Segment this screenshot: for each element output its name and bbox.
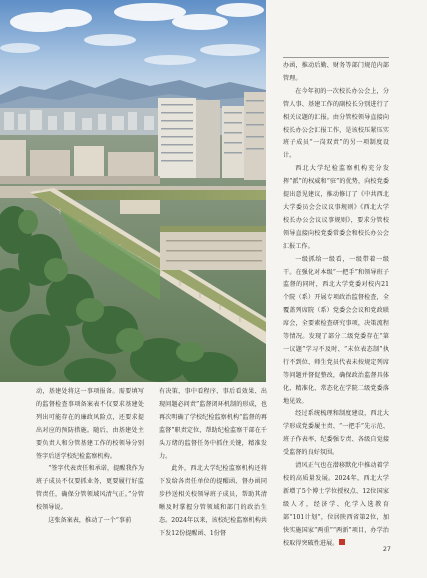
paragraph: 有决策、事中看程序、事后看效果、出现问题必问责”监督闭环机制的形成，也再次明确了学校纪检监察机构“监督的再监督”职责定位，帮助纪检监察干部在千头万绪的监督任务中抓住关键，精准发力。 — [159, 388, 267, 460]
column-divider — [283, 57, 389, 58]
paragraph: 此外，西北大学纪检监察机构还将下发给各责任单位的提醒函、督办函同步抄送相关校领导班子成员，帮助其清晰及时掌握分管领域和部门的政治生态。2024年以来，该校纪检监察机构共下发12份提醒函、1份督 — [159, 465, 267, 537]
paragraph: “签字代表责任和承诺，提醒我作为班子成员不仅要抓业务，更要履行好监管责任，确保分管领域风清气正。”分管校领导说。 — [36, 465, 144, 512]
paragraph-text: 清风正气也在潜移默化中推动着学校的高质量发展。2024年，西北大学新增了5个博士学位授权点、12位国家级人才，经济学、化学入选教育部“101计划”，位居陕西省第2位，加快实施国家“两重”“两新”项目，办学治校取得突破性进展。 — [283, 462, 389, 547]
paragraph-final — [283, 460, 389, 550]
paragraph: 动，基建处将这一事项报备。需要填写的监督检查事项备案表不仅要求基建处列出可能存在的廉政风险点，还要求提出对应的预防措施。随后，由基建处主要负责人和分管基建工作的校领导分别签字后送学校纪检监察机构。 — [36, 388, 144, 460]
text-column-left — [36, 386, 144, 528]
text-column-middle — [159, 386, 267, 541]
paragraph: 经过系统梳理和制度建设，西北大学形成党委履主责、“一把手”先示范、班子作表率、纪委强专责、各级自觉接受监督的良好氛围。 — [283, 410, 389, 457]
paragraph: 西北大学纪检监察机构充分发挥“派”的权威和“驻”的优势，向校党委提出意见建议，推动修订了《中共西北大学委员会会议议事规则》《西北大学校长办公会议议事规则》，要求分管校领导直接向校党委常委会和校长办公会汇报工作。 — [283, 165, 389, 250]
paragraph: 在今年初的一次校长办公会上，分管人事、基建工作的副校长分别进行了相关议题的汇报。由分管校领导直接向校长办公会汇报工作，是该校压紧压实班子成员“一岗双责”的另一项制度设计。 — [283, 87, 389, 160]
text-column-right — [283, 60, 389, 550]
paragraph: 办函，推动后勤、财务等部门规范内部管理。 — [283, 62, 389, 82]
paragraph: 这张备案表，推动了一个“事前 — [48, 517, 132, 525]
paragraph: 一级抓给一级看，一级带着一级干。在强化对本级“一把手”和领导班子监督的同时，西北大学党委对校内21个院（系）开展专项政治监督检查，全覆盖列席院（系）党委会会议和党政联席会，全要素检查研究事项，决策流程等情况。发现了部分二级党委存在“第一议题”学习不及时、“末位表态制”执行不到位、师生党员代表未按规定列席等问题并督促整改，确保政治监督具体化、精准化、常态化在学院二级党委落地见效。 — [283, 255, 389, 405]
article-end-mark — [339, 539, 345, 545]
campus-aerial-photo — [0, 0, 266, 382]
page-number: 27 — [382, 545, 391, 553]
